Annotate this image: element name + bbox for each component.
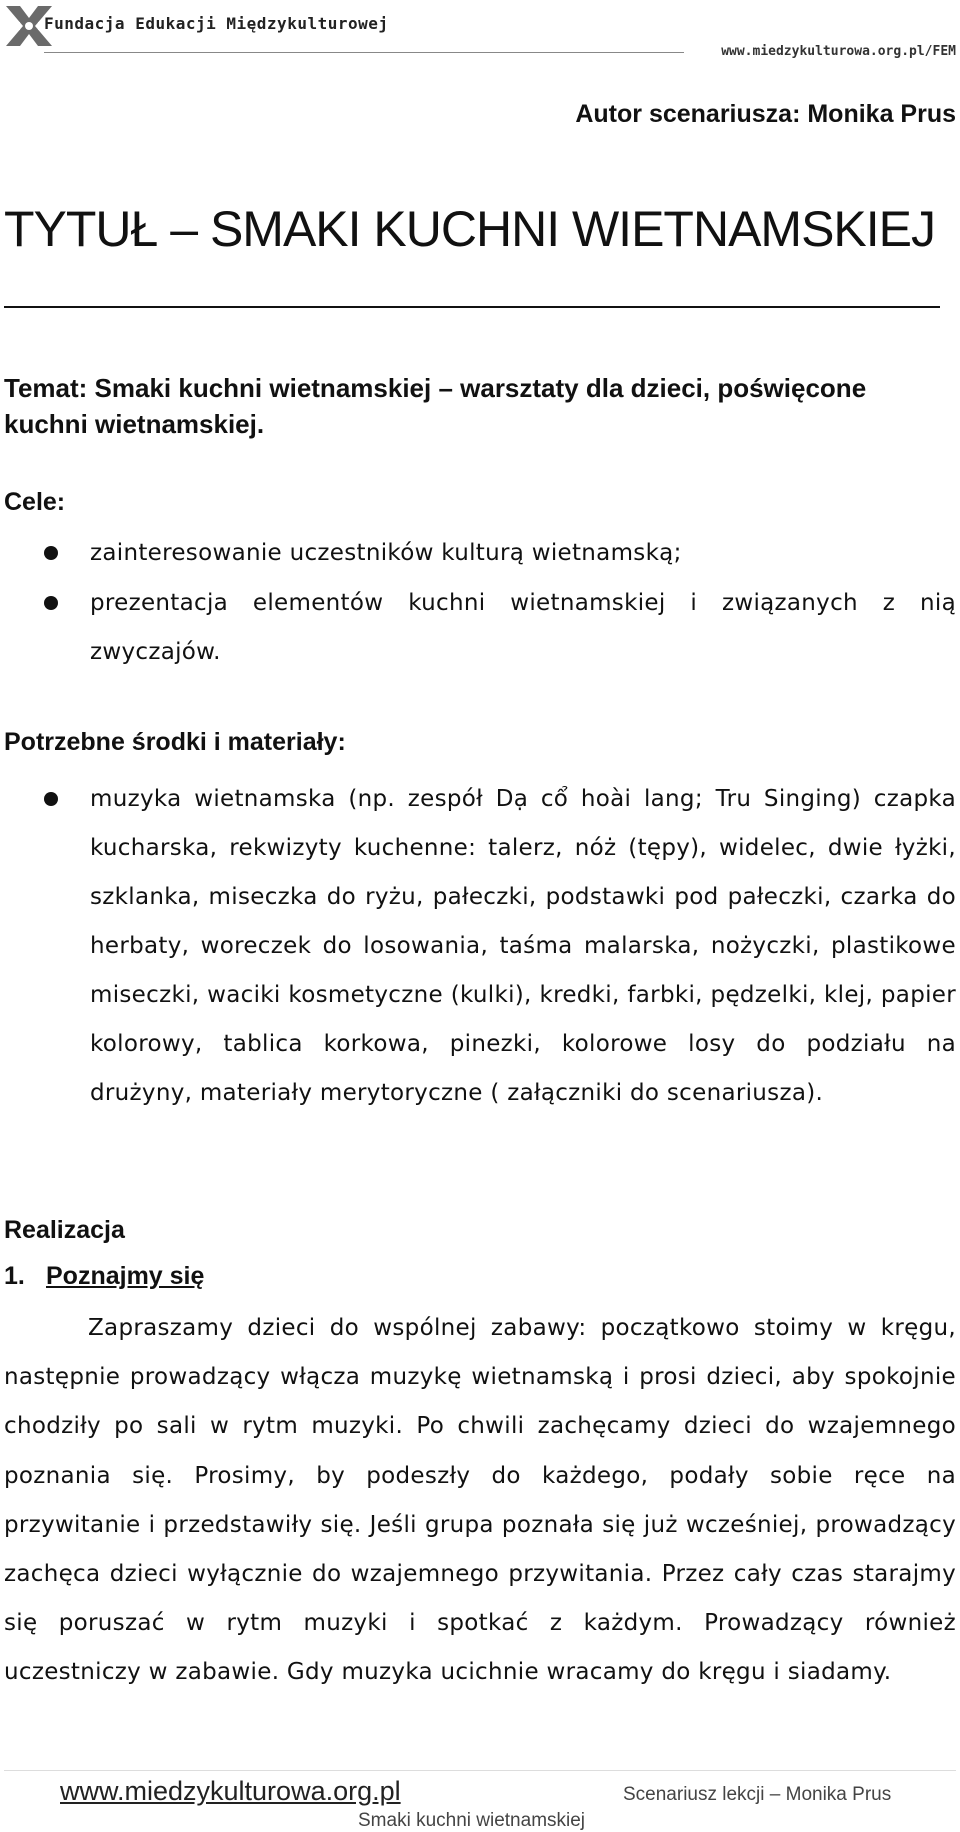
footer-divider	[4, 1770, 956, 1771]
step-title: Poznajmy się	[46, 1262, 205, 1290]
topic-paragraph: Temat: Smaki kuchni wietnamskiej – warsztaty dla dzieci, poświęcone kuchni wietnamskiej.	[4, 373, 867, 439]
step-number: 1.	[4, 1262, 25, 1290]
document-title: TYTUŁ – SMAKI KUCHNI WIETNAMSKIEJ	[4, 201, 936, 257]
footer-url-link[interactable]: www.miedzykulturowa.org.pl	[60, 1776, 401, 1806]
bullet-icon	[44, 596, 58, 610]
materials-item: muzyka wietnamska (np. zespół Dạ cổ hoài lang; Tru Singing) czapka kucharska, rekwizyty kuchenne: talerz, nóż (tępy), widelec, dwie łyżki, szklanka, miseczka do ryżu, pałeczki, podstawki pod pałeczki, czarka do herbaty, woreczek do losowania, taśma malarska, nożyczki, plastikowe miseczki, waciki kosmetyczne (kulki), kredki, farbki, pędzelki, klej, papier kolorowy, tablica korkowa, pinezki, kolorowe losy do podziału na drużyny, materiały merytoryczne ( załączniki do scenariusza).	[90, 786, 956, 1106]
header-divider	[44, 52, 684, 53]
step-paragraph: Zapraszamy dzieci do wspólnej zabawy: początkowo stoimy w kręgu, następnie prowadzący włącza muzykę wietnamską i prosi dzieci, aby spokojnie chodziły po sali w rytm muzyki. Po chwili zachęcamy dzieci do wzajemnego poznania się. Prosimy, by podeszły do każdego, podały sobie ręce na przywitanie i przedstawiły się. Jeśli grupa poznała się już wcześniej, prowadzący zachęca dzieci wyłącznie do wzajemnego przywitania. Przez cały czas starajmy się poruszać w rytm muzyki i spotkać z każdym. Prowadzący również uczestniczy w zabawie. Gdy muzyka ucichnie wracamy do kręgu i siadamy.	[4, 1315, 956, 1686]
realization-heading: Realizacja	[4, 1216, 125, 1244]
goals-heading: Cele:	[4, 488, 66, 516]
title-underline	[4, 306, 940, 308]
footer-subtitle: Smaki kuchni wietnamskiej	[358, 1810, 586, 1831]
goals-item: prezentacja elementów kuchni wietnamskiej i związanych z nią zwyczajów.	[90, 590, 956, 665]
bullet-icon	[44, 792, 58, 806]
author-line: Autor scenariusza: Monika Prus	[575, 100, 956, 128]
footer-scenario-credit: Scenariusz lekcji – Monika Prus	[623, 1784, 892, 1805]
header-url-link[interactable]: www.miedzykulturowa.org.pl/FEM	[721, 44, 956, 59]
bullet-icon	[44, 546, 58, 560]
materials-heading: Potrzebne środki i materiały:	[4, 728, 346, 756]
organization-name: Fundacja Edukacji Międzykulturowej	[44, 14, 389, 33]
goals-item: zainteresowanie uczestników kulturą wietnamską;	[90, 540, 682, 566]
